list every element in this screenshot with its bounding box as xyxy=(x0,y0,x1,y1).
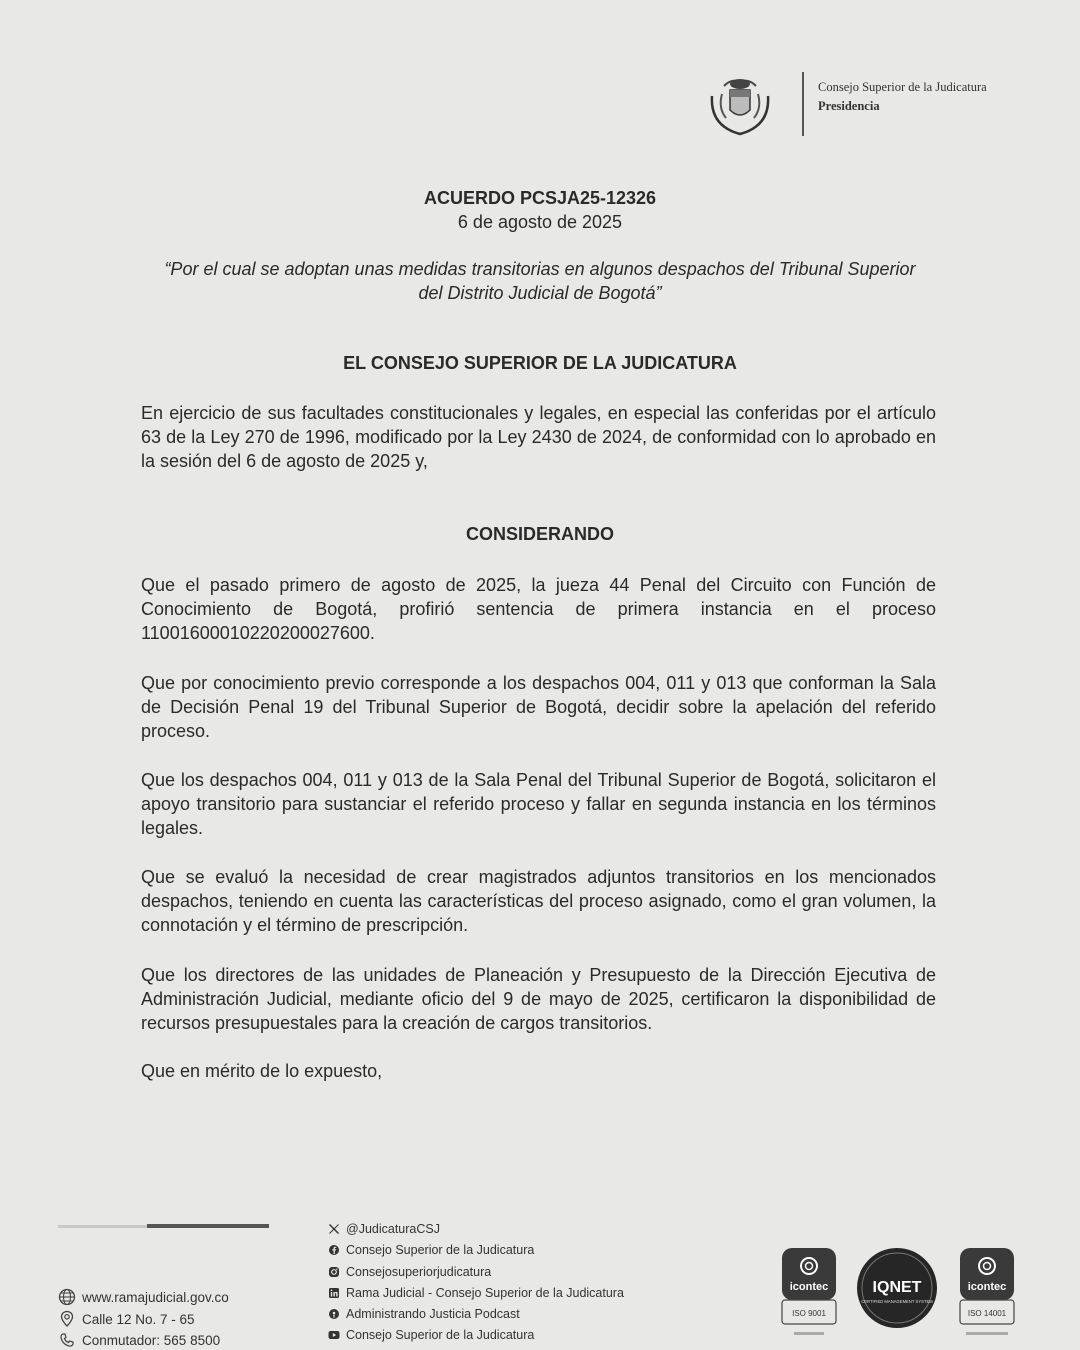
agreement-subtitle: “Por el cual se adoptan unas medidas transitorias en algunos despachos del Tribunal Superior del Distrito Judicial de Bogotá” xyxy=(164,259,916,303)
header-org-name: Consejo Superior de la Judicatura xyxy=(818,80,987,94)
globe-icon xyxy=(58,1288,76,1306)
consideration-paragraph-4: Que se evaluó la necesidad de crear magistrados adjuntos transitorios en los mencionados despachos, teniendo en cuenta las características del proceso asignado, como el gran volumen, la connotación y el término de prescripción. xyxy=(141,867,936,936)
iqnet-badge-icon xyxy=(855,1246,939,1330)
header-office: Presidencia xyxy=(818,99,880,113)
social-linkedin-text: Rama Judicial - Consejo Superior de la Judicatura xyxy=(346,1286,624,1300)
icontec-iso14001-badge-icon xyxy=(958,1246,1016,1342)
badge-1-brand: icontec xyxy=(789,1281,829,1293)
footer-phone-text: Conmutador: 565 8500 xyxy=(82,1332,221,1348)
section-heading: CONSIDERANDO xyxy=(465,524,614,544)
podcast-icon xyxy=(328,1308,340,1320)
social-youtube[interactable] xyxy=(328,1328,534,1342)
header-divider xyxy=(802,72,804,136)
instagram-icon xyxy=(328,1266,340,1278)
badge-3-brand: icontec xyxy=(967,1281,1007,1293)
social-podcast-text: Administrando Justicia Podcast xyxy=(346,1307,520,1321)
coat-of-arms-icon xyxy=(704,74,776,138)
footer-rule-dark xyxy=(147,1224,269,1228)
social-podcast[interactable] xyxy=(328,1307,520,1321)
letterhead xyxy=(704,70,1034,142)
preamble-paragraph: En ejercicio de sus facultades constitucionales y legales, en especial las conferidas por el artículo 63 de la Ley 270 de 1996, modificado por la Ley 2430 de 2024, de conformidad con lo aprobado en la sesión del 6 de agosto de 2025 y, xyxy=(141,403,936,472)
social-x[interactable] xyxy=(328,1222,440,1236)
consideration-paragraph-1: Que el pasado primero de agosto de 2025, la jueza 44 Penal del Circuito con Función de Conocimiento de Bogotá, profirió sentencia de primera instancia en el proceso 11001600010220200027600. xyxy=(141,575,936,644)
icontec-iso9001-badge-icon xyxy=(780,1246,838,1342)
youtube-icon xyxy=(328,1329,340,1341)
phone-icon xyxy=(58,1331,76,1349)
badge-3-standard: ISO 14001 xyxy=(967,1309,1007,1318)
footer-rule-light xyxy=(58,1225,148,1228)
social-instagram-text: Consejosuperiorjudicatura xyxy=(346,1265,492,1279)
footer-website[interactable] xyxy=(58,1288,229,1306)
x-logo-icon xyxy=(328,1223,340,1235)
footer-phone[interactable] xyxy=(58,1331,220,1349)
social-facebook-text: Consejo Superior de la Judicatura xyxy=(346,1243,535,1257)
linkedin-icon xyxy=(328,1287,340,1299)
footer-website-text: www.ramajudicial.gov.co xyxy=(82,1289,229,1305)
social-instagram[interactable] xyxy=(328,1265,491,1279)
social-youtube-text: Consejo Superior de la Judicatura xyxy=(346,1328,535,1342)
issuer-heading: EL CONSEJO SUPERIOR DE LA JUDICATURA xyxy=(343,353,737,373)
agreement-date: 6 de agosto de 2025 xyxy=(457,212,623,232)
badge-2-caption: CERTIFIED MANAGEMENT SYSTEM xyxy=(861,1299,933,1304)
location-pin-icon xyxy=(58,1310,76,1328)
facebook-icon xyxy=(328,1244,340,1256)
agreement-number: ACUERDO PCSJA25-12326 xyxy=(423,188,657,208)
social-facebook[interactable] xyxy=(328,1243,534,1257)
social-x-text: @JudicaturaCSJ xyxy=(346,1222,440,1236)
consideration-paragraph-3: Que los despachos 004, 011 y 013 de la Sala Penal del Tribunal Superior de Bogotá, solicitaron el apoyo transitorio para sustanciar el referido proceso y fallar en segunda instancia en los términos legales. xyxy=(141,770,936,839)
footer-address-text: Calle 12 No. 7 - 65 xyxy=(82,1311,195,1327)
badge-1-standard: ISO 9001 xyxy=(792,1309,826,1318)
consideration-paragraph-6: Que en mérito de lo expuesto, xyxy=(141,1061,383,1081)
consideration-paragraph-5: Que los directores de las unidades de Planeación y Presupuesto de la Dirección Ejecutiva de Administración Judicial, mediante oficio del 9 de mayo de 2025, certificaron la disponibilidad de recursos presupuestales para la creación de cargos transitorios. xyxy=(141,965,936,1034)
badge-2-brand: IQNET xyxy=(872,1279,922,1296)
social-linkedin[interactable] xyxy=(328,1286,624,1300)
consideration-paragraph-2: Que por conocimiento previo corresponde a los despachos 004, 011 y 013 que conforman la Sala de Decisión Penal 19 del Tribunal Superior de Bogotá, decidir sobre la apelación del referido proceso. xyxy=(141,673,936,742)
footer-address xyxy=(58,1310,195,1328)
